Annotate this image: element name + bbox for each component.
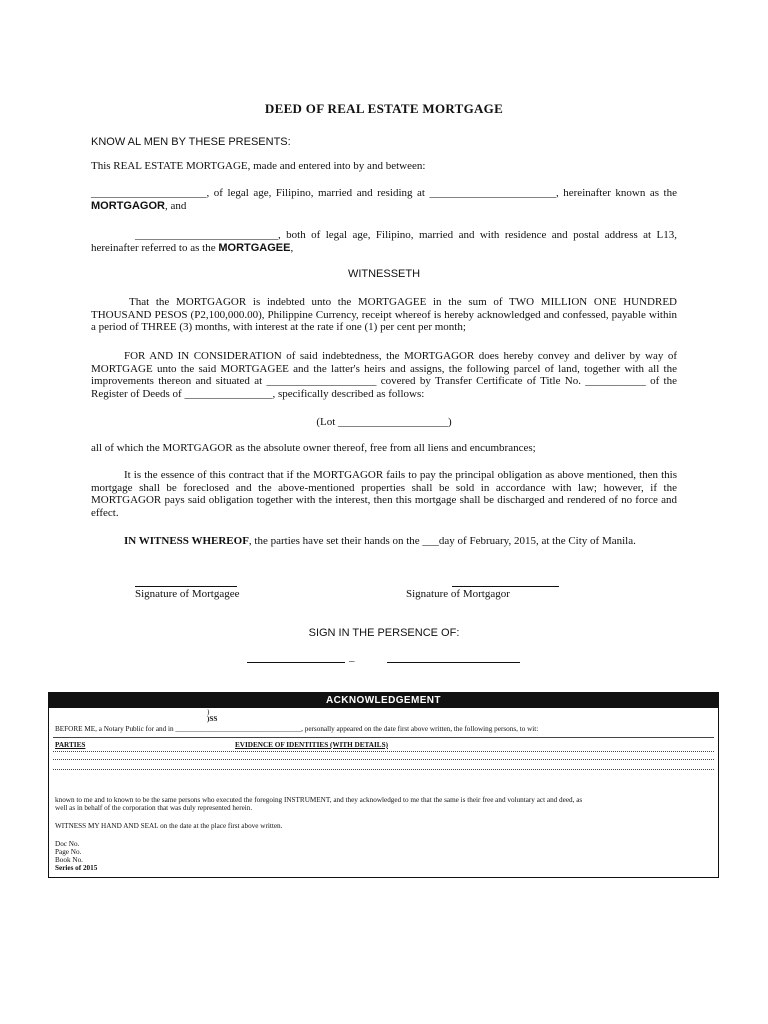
book-no-label: Book No. <box>55 856 83 864</box>
witness-hand-text: WITNESS MY HAND AND SEAL on the date at the place first above written. <box>55 822 283 830</box>
consideration-paragraph: FOR AND IN CONSIDERATION of said indebtedness, the MORTGAGOR does hereby convey and deliver by way of MORTGAGE unto the said MORTGAGEE and the latter's heirs and assigns, the following parcel of land, together with all the improvements thereon and situated at ____________________ covered by Transfer Certificate of Title No. ___________ of the Register of Deeds of ________________, specifically described as follows: <box>91 350 677 400</box>
witness-whereof-term: IN WITNESS WHEREOF <box>124 535 249 547</box>
known-text-line-1: known to me and to known to be the same persons who executed the foregoing INSTRUMENT, and they acknowledged to me that the same is their free and voluntary act and deed, as <box>55 796 583 804</box>
mortgagor-term: MORTGAGOR <box>91 199 165 212</box>
ss-label: )SS <box>207 715 218 723</box>
mortgagee-signature-line <box>135 586 237 587</box>
witness-whereof-paragraph <box>91 535 677 548</box>
witnesseth-heading: WITNESSETH <box>347 268 421 280</box>
witness-two-signature-line <box>387 662 520 663</box>
essence-paragraph: It is the essence of this contract that if the MORTGAGOR fails to pay the principal obligation as above mentioned, then this mortgage shall be foreclosed and the above-mentioned properties shall be sold in accordance with law; however, if the MORTGAGOR pays said obligation together with the interest, then this mortgage shall be discharged and rendered of no force and effect. <box>91 469 677 519</box>
mortgagor-paragraph <box>91 187 677 212</box>
know-all-heading: KNOW AL MEN BY THESE PRESENTS: <box>91 136 291 148</box>
mortgagor-text-a: _____________________, of legal age, Filipino, married and residing at _______________________, hereinafter known as the <box>91 187 677 199</box>
mortgagor-signature-label: Signature of Mortgagor <box>406 588 510 600</box>
page-no-label: Page No. <box>55 848 82 856</box>
table-top-rule <box>53 737 714 738</box>
acknowledgement-header: ACKNOWLEDGEMENT <box>49 693 718 708</box>
witness-separator: _ <box>349 651 355 663</box>
ss-bracket: ) <box>207 708 210 716</box>
document-title: DEED OF REAL ESTATE MORTGAGE <box>264 101 504 116</box>
series-label: Series of 2015 <box>55 864 98 872</box>
lot-line: (Lot ____________________) <box>316 416 452 428</box>
mortgagor-signature-line <box>452 586 559 587</box>
evidence-label: EVIDENCE OF IDENTITIES (WITH DETAILS) <box>235 741 388 749</box>
sign-presence-heading: SIGN IN THE PERSENCE OF: <box>308 627 460 639</box>
mortgagee-term: MORTGAGEE <box>218 241 291 254</box>
witness-one-signature-line <box>247 662 345 663</box>
intro-paragraph: This REAL ESTATE MORTGAGE, made and entered into by and between: <box>91 160 426 172</box>
mortgagor-text-b: , and <box>164 199 187 212</box>
debt-paragraph: That the MORTGAGOR is indebted unto the MORTGAGEE in the sum of TWO MILLION ONE HUNDRED THOUSAND PESOS (P2,100,000.00), Philippine Currency, receipt whereof is hereby acknowledged and confessed, payable within a period of THREE (3) months, with interest at the rate if one (1) per cent per month; <box>91 296 677 333</box>
mortgagee-signature-label: Signature of Mortgagee <box>135 588 240 600</box>
parties-row-line-3 <box>53 769 714 770</box>
doc-no-label: Doc No. <box>55 840 80 848</box>
parties-label: PARTIES <box>55 741 86 749</box>
mortgagee-paragraph <box>91 229 677 254</box>
before-me-text: BEFORE ME, a Notary Public for and in ___________________________________, personally appeared on the date first above written, the following persons, to wit: <box>55 725 539 733</box>
mortgagee-text-b: , <box>290 241 294 254</box>
parties-row-line-2 <box>53 759 714 760</box>
mortgagee-text-a: __________________________, both of legal age, Filipino, married and with residence and postal address at L13, hereinafter referred to as the <box>91 229 677 254</box>
known-text-line-2: well as in behalf of the corporation that was duly represented herein. <box>55 804 253 812</box>
parties-row-line-1 <box>53 751 714 752</box>
owner-paragraph: all of which the MORTGAGOR as the absolute owner thereof, free from all liens and encumbrances; <box>91 442 536 454</box>
witness-whereof-text: , the parties have set their hands on the ___day of February, 2015, at the City of Manila. <box>248 535 636 547</box>
acknowledgement-box <box>48 692 719 878</box>
